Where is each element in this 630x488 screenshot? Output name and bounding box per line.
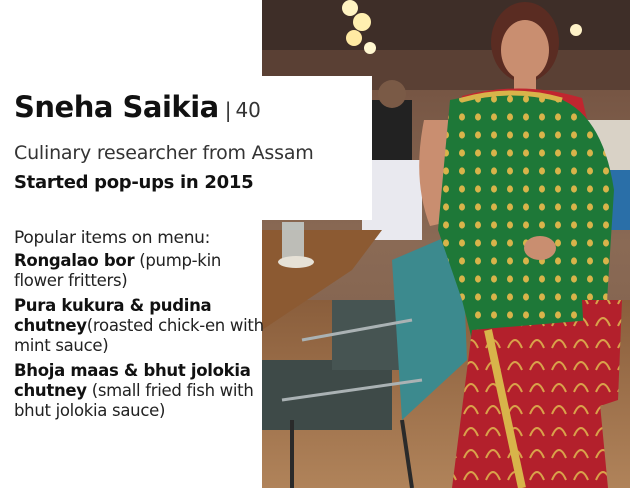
dish-description: (pump-kin flower fritters)	[14, 251, 222, 290]
menu-item	[14, 296, 264, 356]
dish-name: Bhoja maas & bhut jolokia chutney	[14, 361, 251, 400]
dish-description: (small fried fish with bhut jolokia sauce)	[14, 381, 254, 420]
name-line	[14, 90, 261, 124]
menu-item	[14, 251, 264, 291]
person-name: Sneha Saikia	[14, 90, 219, 124]
menu-heading: Popular items on menu:	[14, 228, 211, 248]
menu-section	[14, 228, 264, 426]
person-age: 40	[235, 98, 261, 122]
person-role: Culinary researcher from Assam	[14, 142, 314, 164]
menu-item	[14, 361, 264, 421]
dish-name: Rongalao bor	[14, 251, 135, 270]
profile-box	[0, 76, 372, 220]
portrait-photo	[262, 0, 630, 488]
dish-description: (roasted chick-en with mint sauce)	[14, 316, 264, 355]
name-separator: |	[224, 98, 232, 122]
started-note: Started pop-ups in 2015	[14, 172, 254, 193]
dish-name: Pura kukura & pudina chutney	[14, 296, 212, 335]
